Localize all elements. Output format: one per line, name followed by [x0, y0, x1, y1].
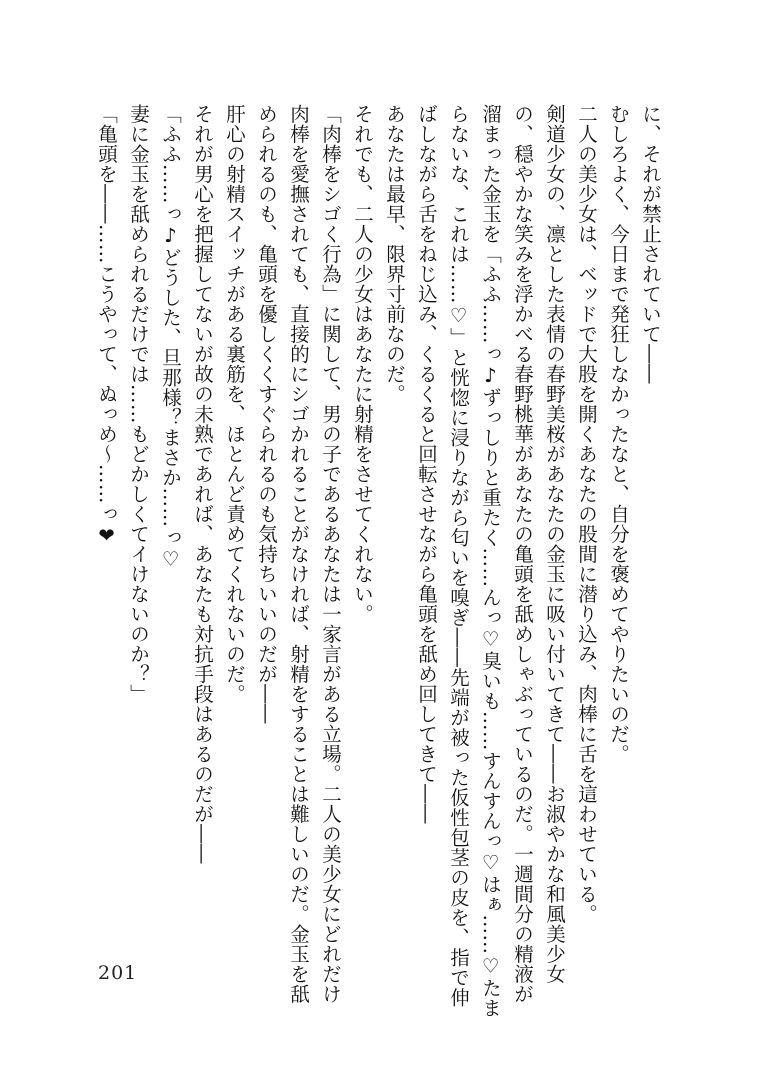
- text-line: らないな、これは……♡」と恍惚に浸りながら匂いを嗅ぎ――先端が被った仮性包茎の皮を、指で伸: [447, 104, 470, 1008]
- text-line: に、それが禁止されていて――: [639, 104, 662, 384]
- text-line: 肝心の射精スイッチがある裏筋を、ほとんど責めてくれないのだ。: [223, 104, 246, 704]
- text-line: 剣道少女の、凛とした表情の春野美桜があなたの金玉に吸い付いてきて――お淑やかな和風美少女: [543, 104, 566, 984]
- page-number: 201: [98, 962, 138, 984]
- text-line: 「ふふ……っ♪どうした、旦那様？まさか……っ♡: [159, 104, 182, 571]
- text-line: 二人の美少女は、ベッドで大股を開くあなたの股間に潜り込み、肉棒に舌を這わせている。: [575, 104, 598, 924]
- text-line: 妻に金玉を舐められるだけでは……もどかしくてイけないのか？」: [127, 104, 150, 704]
- text-line: それでも、二人の少女はあなたに射精をさせてくれない。: [351, 104, 374, 624]
- text-line: むしろよく、今日まで発狂しなかったなと、自分を褒めてやりたいのだ。: [607, 104, 630, 764]
- text-line: 「亀頭を――……こうやって、ぬっめ～……っ❤: [95, 104, 118, 548]
- text-line: 溜まった金玉を「ふふ……っ♪ずっしりと重たく……んっ♡臭いも……すんすんっ♡はぁ……♡たま: [479, 104, 502, 1018]
- text-line: 「肉棒をシゴく行為」に関して、男の子であるあなたは一家言がある立場。二人の美少女にどれだけ: [319, 104, 342, 1004]
- text-line: の、穏やかな笑みを浮かべる春野桃華があなたの亀頭を舐めしゃぶっているのだ。一週間分の精液が: [511, 104, 534, 1004]
- text-line: められるのも、亀頭を優しくくすぐられるのも気持ちいいのだが――: [255, 104, 278, 724]
- text-line: ばしながら舌をねじ込み、くるくると回転させながら亀頭を舐め回してきて――: [415, 104, 438, 824]
- text-line: それが男心を把握してないが故の未熟であれば、あなたも対抗手段はあるのだが――: [191, 104, 214, 864]
- text-line: 肉棒を愛撫されても、直接的にシゴかれることがなければ、射精をすることは難しいのだ。金玉を舐: [287, 104, 310, 1004]
- text-line: あなたは最早、限界寸前なのだ。: [383, 104, 406, 404]
